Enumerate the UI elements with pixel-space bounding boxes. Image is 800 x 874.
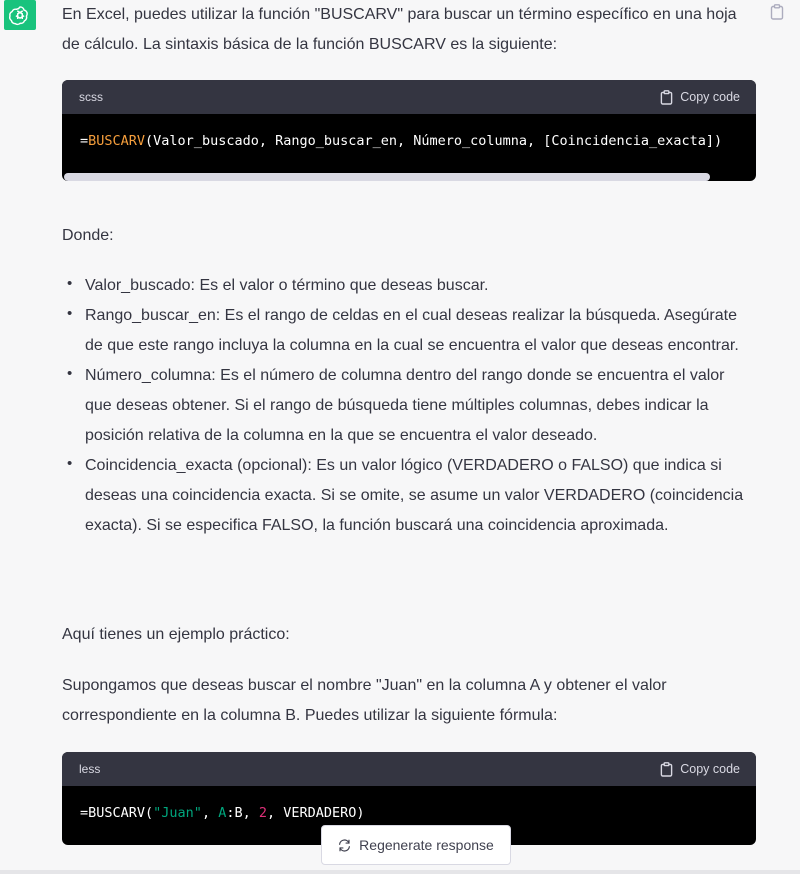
- clipboard-icon: [660, 90, 673, 105]
- code-block-syntax: [62, 80, 756, 181]
- code-header: [62, 80, 756, 114]
- code-token: :B,: [226, 805, 259, 821]
- assistant-avatar: [4, 0, 36, 30]
- clipboard-icon: [660, 762, 673, 777]
- where-label: Donde:: [62, 227, 114, 244]
- example-description: Supongamos que deseas buscar el nombre "Juan" en la columna A y obtener el valor correspondiente en la columna B. Puedes utilizar la siguiente fórmula:: [62, 677, 667, 724]
- code-token-string: "Juan": [153, 805, 202, 821]
- code-language-label: scss: [79, 90, 103, 104]
- list-item: • Número_columna: Es el número de columna dentro del rango donde se encuentra el valor que deseas obtener. Si el rango de búsqueda tiene múltiples columnas, debes indicar la posición relativa de la columna en la que se encuentra el valor deseado.: [62, 361, 752, 451]
- list-item: • Valor_buscado: Es el valor o término que deseas buscar.: [62, 271, 752, 301]
- code-token: =: [80, 133, 89, 149]
- copy-code-label: Copy code: [680, 762, 740, 776]
- code-token-identifier: A: [218, 805, 227, 821]
- regenerate-response-button[interactable]: [321, 825, 511, 865]
- copy-code-label: Copy code: [680, 90, 740, 104]
- code-token: ,: [201, 805, 219, 821]
- code-horizontal-scrollbar[interactable]: [62, 173, 756, 181]
- clipboard-icon[interactable]: [770, 4, 784, 20]
- copy-code-button[interactable]: [660, 82, 740, 112]
- code-header: [62, 752, 756, 786]
- parameter-list: [62, 271, 752, 541]
- code-content: [62, 114, 756, 181]
- refresh-icon: [338, 839, 351, 852]
- code-token: (Valor_buscado, Rango_buscar_en, Número_columna, [Coincidencia_exacta]): [145, 133, 723, 149]
- copy-code-button[interactable]: [660, 754, 740, 784]
- code-token-function: BUSCARV: [88, 133, 146, 149]
- code-token-number: 2: [258, 805, 267, 821]
- bottom-divider: [0, 870, 800, 874]
- intro-paragraph: En Excel, puedes utilizar la función "BUSCARV" para buscar un término específico en una hoja de cálculo. La sintaxis básica de la función BUSCARV es la siguiente:: [62, 6, 737, 53]
- openai-logo-icon: [9, 4, 31, 26]
- example-intro: Aquí tienes un ejemplo práctico:: [62, 626, 290, 643]
- code-token: =BUSCARV(: [80, 805, 154, 821]
- list-item: • Rango_buscar_en: Es el rango de celdas en el cual deseas realizar la búsqueda. Asegúrate de que este rango incluya la columna en la cual se encuentra el valor que deseas encontrar.: [62, 301, 752, 361]
- code-token: , VERDADERO): [267, 805, 365, 821]
- scrollbar-thumb[interactable]: [64, 173, 710, 181]
- regenerate-label: Regenerate response: [359, 837, 494, 853]
- list-item: • Coincidencia_exacta (opcional): Es un valor lógico (VERDADERO o FALSO) que indica si deseas una coincidencia exacta. Si se omite, se asume un valor VERDADERO (coincidencia exacta). Si se especifica FALSO, la función buscará una coincidencia aproximada.: [62, 451, 752, 541]
- code-language-label: less: [79, 762, 101, 776]
